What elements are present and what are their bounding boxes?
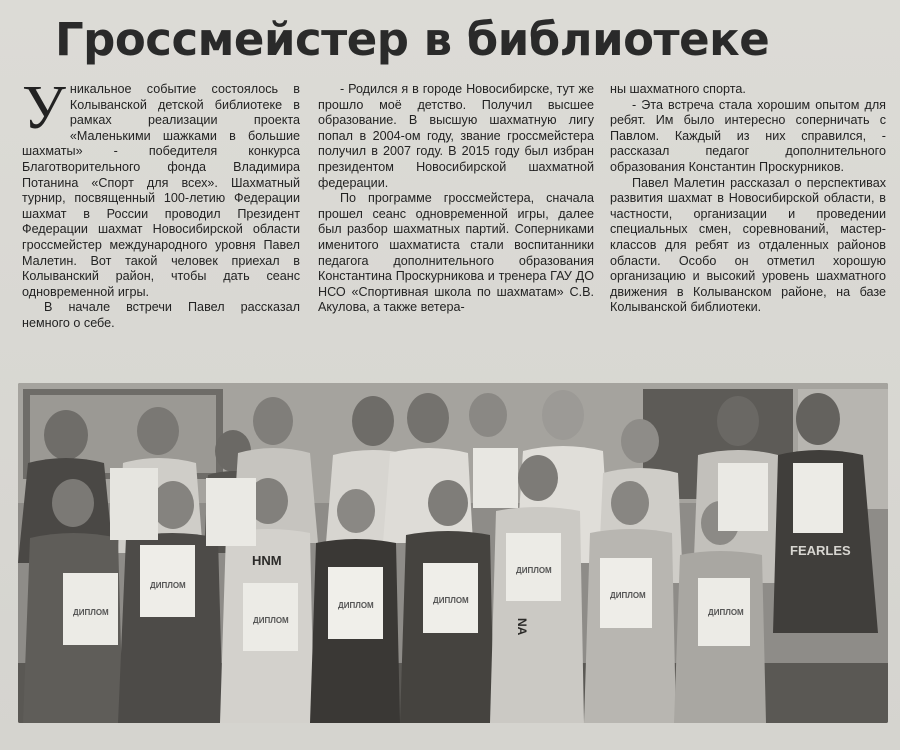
diploma-label: ДИПЛОМ <box>73 608 109 617</box>
diploma <box>206 478 256 546</box>
paragraph: По программе гроссмейстера, сначала прошел сеанс одновременной игры, далее был разбор шахматных партий. Соперниками именитого шахматиста стали воспитанники педагога дополнительного образования Константина Проскурникова и тренера ГАУ ДО НСО «Спортивная школа по шахматам» С.В. Акулова, а также ветера- <box>318 191 594 315</box>
diploma-label: ДИПЛОМ <box>708 608 744 617</box>
diploma <box>793 463 843 533</box>
diploma-label: ДИПЛОМ <box>150 581 186 590</box>
paragraph: - Родился я в городе Новосибирске, тут же прошло моё детство. Получил высшее образование. В высшую шахматную лигу попал в 2004-ом году, звание гроссмейстера получил в 2007 году. В 2015 году был избран президентом Новосибирской шахматной федерации. <box>318 82 594 190</box>
article-column-1 <box>22 74 300 332</box>
article-headline: Гроссмейстер в библиотеке <box>55 13 770 66</box>
diploma <box>110 468 158 540</box>
paragraph: Павел Малетин рассказал о перспективах развития шахмат в Новосибирской области, в частности, организации и проведении специальных смен, соревнований, мастер-классов для ребят из отдаленных районов области. Особо он отметил хорошую организацию и высокий уровень шахматного движения в Колыванском районе, на базе Колыванской библиотеки. <box>610 175 886 315</box>
paragraph: ны шахматного спорта. <box>610 82 746 96</box>
diploma-label: ДИПЛОМ <box>516 566 552 575</box>
paragraph: В начале встречи Павел рассказал немного о себе. <box>22 300 300 330</box>
diploma <box>473 448 518 508</box>
shirt-print: HNM <box>252 553 282 568</box>
shirt-print: NA <box>515 618 529 636</box>
article-column-2 <box>318 82 594 316</box>
diploma-label: ДИПЛОМ <box>433 596 469 605</box>
diploma-label: ДИПЛОМ <box>253 616 289 625</box>
group-photo <box>18 383 888 723</box>
paragraph: никальное событие состоялось в Колыванской детской библиотеке в рамках реализации проекта «Маленькими шажками в большие шахматы» - победителя конкурса Благотворительного фонда Владимира Потанина «Спорт для всех». Шахматный турнир, посвященный 100-летию Федерации шахмат в России проводил Президент Федерации шахмат Новосибирской области гроссмейстер международного уровня Павел Малетин. Вот такой человек приехал в Колыванский район, чтобы дать сеанс одновременной игры. <box>22 82 300 299</box>
paragraph: - Эта встреча стала хорошим опытом для ребят. Им было интересно соперничать с Павлом. Каждый из них справился, - рассказал педагог дополнительного образования Константин Проскурников. <box>610 97 886 174</box>
shirt-print: FEARLES <box>790 543 851 558</box>
group-photo-illustration <box>18 383 888 723</box>
diploma <box>718 463 768 531</box>
diploma-label: ДИПЛОМ <box>338 601 374 610</box>
article-column-3 <box>610 82 886 316</box>
drop-cap: У <box>22 74 66 142</box>
diploma-label: ДИПЛОМ <box>610 591 646 600</box>
